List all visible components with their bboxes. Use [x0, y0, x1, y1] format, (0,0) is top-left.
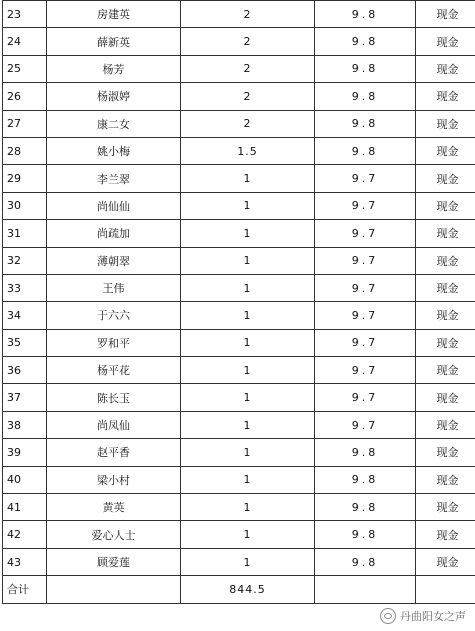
table-row [3, 521, 475, 548]
donor-name: 爱心人士 [47, 521, 181, 548]
donor-name: 房建英 [47, 1, 181, 28]
total-label: 合计 [3, 576, 47, 603]
table-row [3, 357, 475, 384]
payment-method: 现金 [416, 192, 475, 219]
payment-method: 现金 [416, 137, 475, 164]
donor-name: 赵平香 [47, 439, 181, 466]
payment-method: 现金 [416, 411, 475, 438]
donor-name: 黄英 [47, 494, 181, 521]
row-number: 31 [3, 220, 47, 247]
row-number: 29 [3, 165, 47, 192]
table-row [3, 192, 475, 219]
table-row [3, 110, 475, 137]
donation-amount: 1 [181, 411, 315, 438]
average-value: 9.7 [315, 247, 416, 274]
donor-name: 李兰翠 [47, 165, 181, 192]
donor-name: 王伟 [47, 274, 181, 301]
average-value: 9.8 [315, 55, 416, 82]
payment-method: 现金 [416, 357, 475, 384]
donation-amount: 2 [181, 55, 315, 82]
donation-amount: 1 [181, 165, 315, 192]
donation-amount: 1 [181, 247, 315, 274]
table-row [3, 220, 475, 247]
row-number: 43 [3, 548, 47, 575]
table-row [3, 302, 475, 329]
donation-amount: 1 [181, 192, 315, 219]
donation-table-container [2, 0, 475, 604]
payment-method: 现金 [416, 494, 475, 521]
payment-method: 现金 [416, 274, 475, 301]
average-value: 9.7 [315, 165, 416, 192]
payment-method: 现金 [416, 384, 475, 411]
average-value: 9.8 [315, 1, 416, 28]
payment-method: 现金 [416, 28, 475, 55]
row-number: 28 [3, 137, 47, 164]
table-row [3, 137, 475, 164]
payment-method: 现金 [416, 466, 475, 493]
average-value: 9.7 [315, 220, 416, 247]
average-value: 9.8 [315, 83, 416, 110]
payment-method: 现金 [416, 329, 475, 356]
donor-name: 姚小梅 [47, 137, 181, 164]
table-row [3, 274, 475, 301]
average-value: 9.8 [315, 28, 416, 55]
row-number: 27 [3, 110, 47, 137]
row-number: 42 [3, 521, 47, 548]
row-number: 36 [3, 357, 47, 384]
row-number: 40 [3, 466, 47, 493]
donor-name: 杨芳 [47, 55, 181, 82]
row-number: 33 [3, 274, 47, 301]
donation-amount: 1 [181, 302, 315, 329]
donation-amount: 1 [181, 384, 315, 411]
donation-amount: 1 [181, 329, 315, 356]
payment-method: 现金 [416, 548, 475, 575]
donor-name: 薛新英 [47, 28, 181, 55]
donor-name: 尚疏加 [47, 220, 181, 247]
table-row [3, 1, 475, 28]
donation-amount: 1 [181, 466, 315, 493]
table-row [3, 439, 475, 466]
average-value: 9.7 [315, 357, 416, 384]
donation-amount: 1 [181, 220, 315, 247]
table-row [3, 329, 475, 356]
donation-amount: 1 [181, 494, 315, 521]
table-row [3, 466, 475, 493]
donation-amount: 1 [181, 274, 315, 301]
total-row [3, 576, 475, 603]
donation-amount: 2 [181, 28, 315, 55]
donation-table [2, 0, 475, 604]
average-value: 9.8 [315, 494, 416, 521]
table-row [3, 55, 475, 82]
table-body [3, 1, 475, 604]
donor-name: 尚凤仙 [47, 411, 181, 438]
row-number: 24 [3, 28, 47, 55]
donation-amount: 1 [181, 357, 315, 384]
average-value: 9.7 [315, 384, 416, 411]
payment-method: 现金 [416, 165, 475, 192]
payment-method: 现金 [416, 110, 475, 137]
row-number: 37 [3, 384, 47, 411]
payment-method: 现金 [416, 247, 475, 274]
average-value: 9.8 [315, 110, 416, 137]
average-value: 9.8 [315, 466, 416, 493]
total-avg-cell [315, 576, 416, 603]
row-number: 41 [3, 494, 47, 521]
row-number: 35 [3, 329, 47, 356]
donor-name: 陈长玉 [47, 384, 181, 411]
donor-name: 于六六 [47, 302, 181, 329]
donor-name: 尚仙仙 [47, 192, 181, 219]
donor-name: 杨平花 [47, 357, 181, 384]
donation-amount: 1 [181, 548, 315, 575]
table-row [3, 28, 475, 55]
donor-name: 梁小村 [47, 466, 181, 493]
table-row [3, 494, 475, 521]
average-value: 9.7 [315, 192, 416, 219]
table-row [3, 384, 475, 411]
row-number: 23 [3, 1, 47, 28]
average-value: 9.8 [315, 521, 416, 548]
average-value: 9.7 [315, 329, 416, 356]
donation-amount: 1 [181, 521, 315, 548]
donor-name: 顾爱莲 [47, 548, 181, 575]
average-value: 9.8 [315, 548, 416, 575]
payment-method: 现金 [416, 83, 475, 110]
row-number: 34 [3, 302, 47, 329]
donor-name: 薄朝翠 [47, 247, 181, 274]
table-row [3, 83, 475, 110]
average-value: 9.7 [315, 411, 416, 438]
row-number: 38 [3, 411, 47, 438]
payment-method: 现金 [416, 1, 475, 28]
row-number: 26 [3, 83, 47, 110]
donor-name: 康二女 [47, 110, 181, 137]
row-number: 39 [3, 439, 47, 466]
average-value: 9.7 [315, 302, 416, 329]
average-value: 9.7 [315, 274, 416, 301]
total-amount: 844.5 [181, 576, 315, 603]
average-value: 9.8 [315, 439, 416, 466]
donor-name: 罗和平 [47, 329, 181, 356]
table-row [3, 548, 475, 575]
donation-amount: 1.5 [181, 137, 315, 164]
donation-amount: 2 [181, 1, 315, 28]
total-method-cell [416, 576, 475, 603]
row-number: 30 [3, 192, 47, 219]
table-row [3, 247, 475, 274]
donor-name: 杨淑婷 [47, 83, 181, 110]
row-number: 25 [3, 55, 47, 82]
total-name-cell [47, 576, 181, 603]
table-row [3, 165, 475, 192]
payment-method: 现金 [416, 521, 475, 548]
payment-method: 现金 [416, 302, 475, 329]
donation-amount: 2 [181, 83, 315, 110]
watermark-text: 丹曲阳女之声 [400, 610, 466, 623]
average-value: 9.8 [315, 137, 416, 164]
payment-method: 现金 [416, 220, 475, 247]
donation-amount: 1 [181, 439, 315, 466]
payment-method: 现金 [416, 439, 475, 466]
donation-amount: 2 [181, 110, 315, 137]
table-row [3, 411, 475, 438]
wechat-icon [380, 608, 396, 624]
watermark [377, 607, 469, 625]
payment-method: 现金 [416, 55, 475, 82]
row-number: 32 [3, 247, 47, 274]
